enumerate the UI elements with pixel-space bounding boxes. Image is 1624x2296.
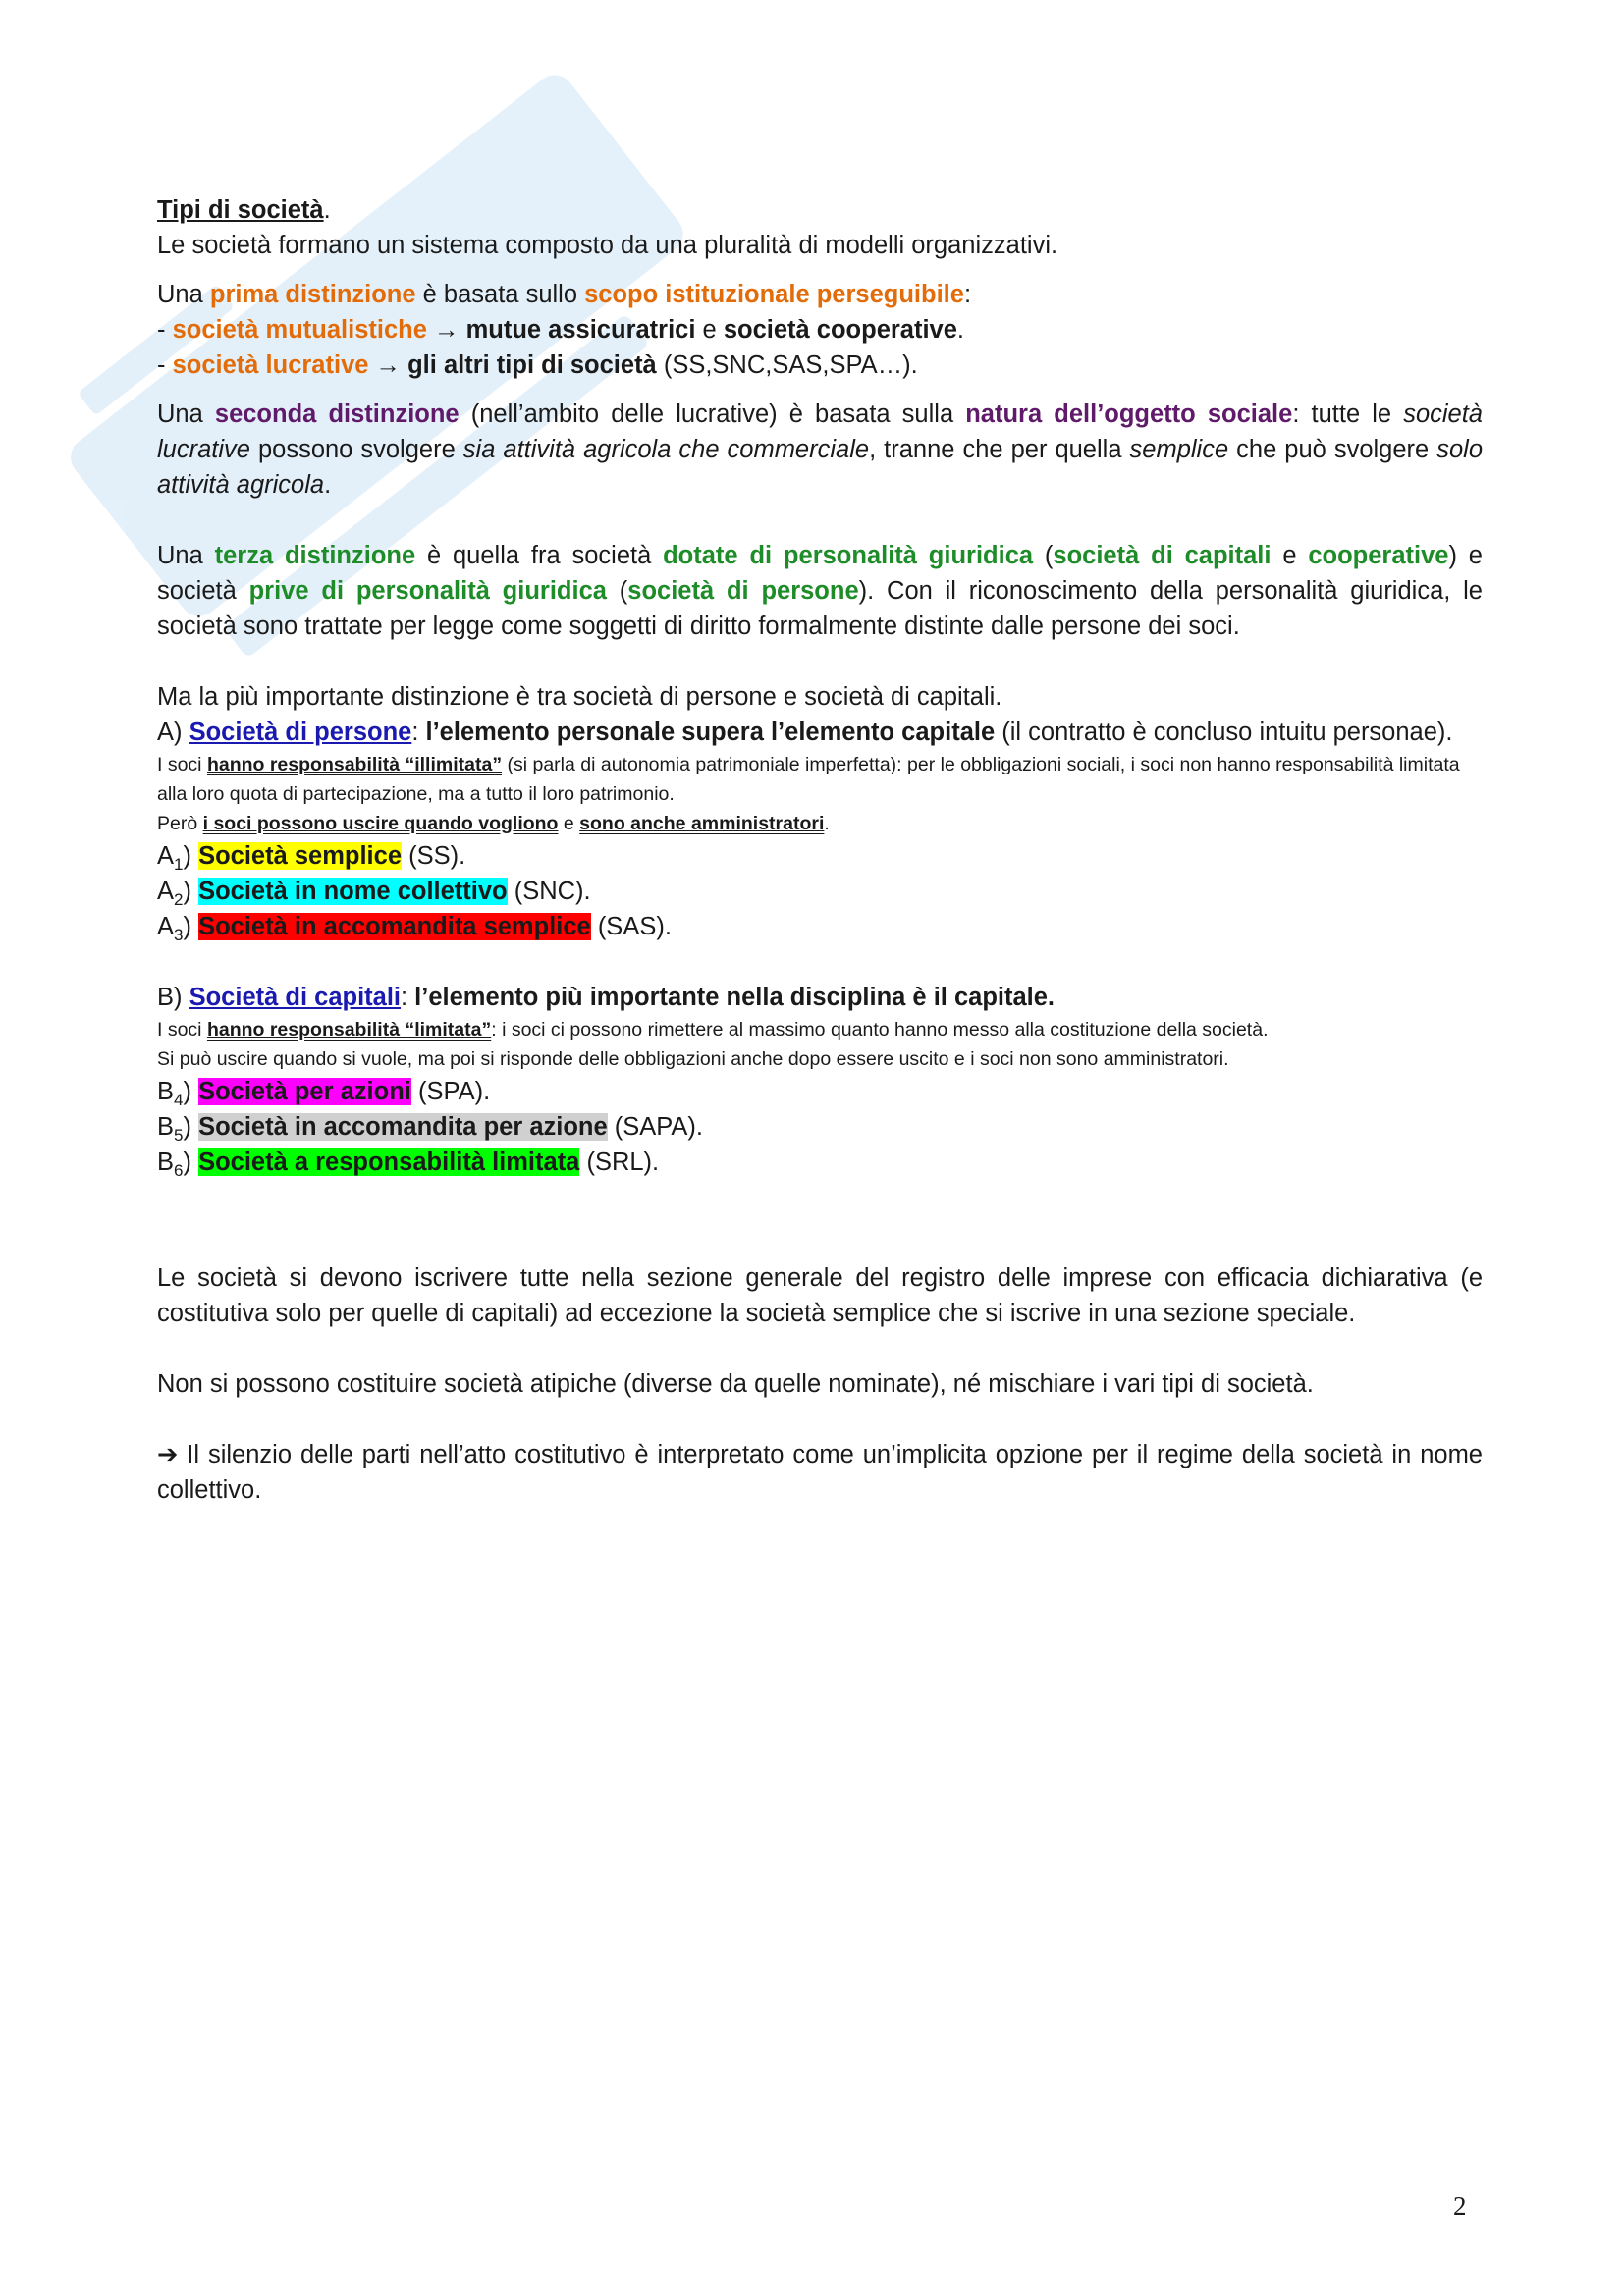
main-distinction: Ma la più importante distinzione è tra società di persone e società di capitali. xyxy=(157,683,1002,711)
first-distinction: Una prima distinzione è basata sullo scopo istituzionale perseguibile: xyxy=(157,281,972,308)
section-a-note-2: Però i soci possono uscire quando vogliono e sono anche amministratori. xyxy=(157,813,830,834)
second-distinction: Una seconda distinzione (nell’ambito delle lucrative) è basata sulla natura dell’oggetto sociale: tutte le società lucrative possono svolgere sia attività agricola che commerciale, tranne che per quella semplice che può svolgere solo attività agricola. xyxy=(157,400,1483,499)
section-title: Tipi di società xyxy=(157,196,324,224)
registro-paragraph: Le società si devono iscrivere tutte nella sezione generale del registro delle imprese con efficacia dichiarativa (e costitutiva solo per quelle di capitali) ad eccezione la società semplice che si iscrive in una sezione speciale. xyxy=(157,1264,1483,1327)
section-b-note-2: Si può uscire quando si vuole, ma poi si risponde delle obbligazioni anche dopo essere uscito e i soci non sono amministratori. xyxy=(157,1048,1229,1070)
section-b-note-1: I soci hanno responsabilità “limitata”: i soci ci possono rimettere al massimo quanto hanno messo alla costituzione della società. xyxy=(157,1019,1269,1041)
list-item-ss: $A_1$) Società semplice (SS). xyxy=(157,842,466,875)
list-item-lucrative: - società lucrative → gli altri tipi di società (SS,SNC,SAS,SPA…). xyxy=(157,351,918,379)
silenzio-paragraph: ➔ Il silenzio delle parti nell’atto costitutivo è interpretato come un’implicita opzione per il regime della società in nome collettivo. xyxy=(157,1441,1483,1504)
list-item-sapa: $B_5$) Società in accomandita per azione (SAPA). xyxy=(157,1113,703,1146)
section-a-heading: A) Società di persone: l’elemento personale supera l’elemento capitale (il contratto è concluso intuitu personae). xyxy=(157,719,1453,746)
third-distinction: Una terza distinzione è quella fra società dotate di personalità giuridica (società di capitali e cooperative) e società prive di personalità giuridica (società di persone). Con il riconoscimento della personalità giuridica, le società sono trattate per legge come soggetti di diritto formalmente distinte dalle persone dei soci. xyxy=(157,542,1483,640)
list-item-srl: $B_6$) Società a responsabilità limitata (SRL). xyxy=(157,1148,660,1181)
document-body xyxy=(157,192,1483,1508)
section-b-heading: B) Società di capitali: l’elemento più importante nella disciplina è il capitale. xyxy=(157,984,1056,1011)
arrow-right-icon: → xyxy=(368,351,408,379)
atipiche-paragraph: Non si possono costituire società atipiche (diverse da quelle nominate), né mischiare i vari tipi di società. xyxy=(157,1370,1314,1398)
list-item-sas: $A_3$) Società in accomandita semplice (SAS). xyxy=(157,913,672,945)
section-heading: Tipi di società. xyxy=(157,196,331,224)
arrow-right-icon: → xyxy=(426,316,466,344)
list-item-mutualistiche: - società mutualistiche → mutue assicuratrici e società cooperative. xyxy=(157,316,965,344)
page-number: 2 xyxy=(1453,2191,1467,2220)
list-item-spa: $B_4$) Società per azioni (SPA). xyxy=(157,1078,491,1110)
list-item-snc: $A_2$) Società in nome collettivo (SNC). xyxy=(157,878,591,910)
arrow-right-icon: ➔ xyxy=(157,1441,188,1468)
intro-paragraph: Le società formano un sistema composto da una pluralità di modelli organizzativi. xyxy=(157,232,1058,259)
section-a-note-1: I soci hanno responsabilità “illimitata” (si parla di autonomia patrimoniale imperfetta): per le obbligazioni sociali, i soci non hanno responsabilità limitata alla loro quota di partecipazione, ma a tutto il loro patrimonio. xyxy=(157,754,1460,805)
